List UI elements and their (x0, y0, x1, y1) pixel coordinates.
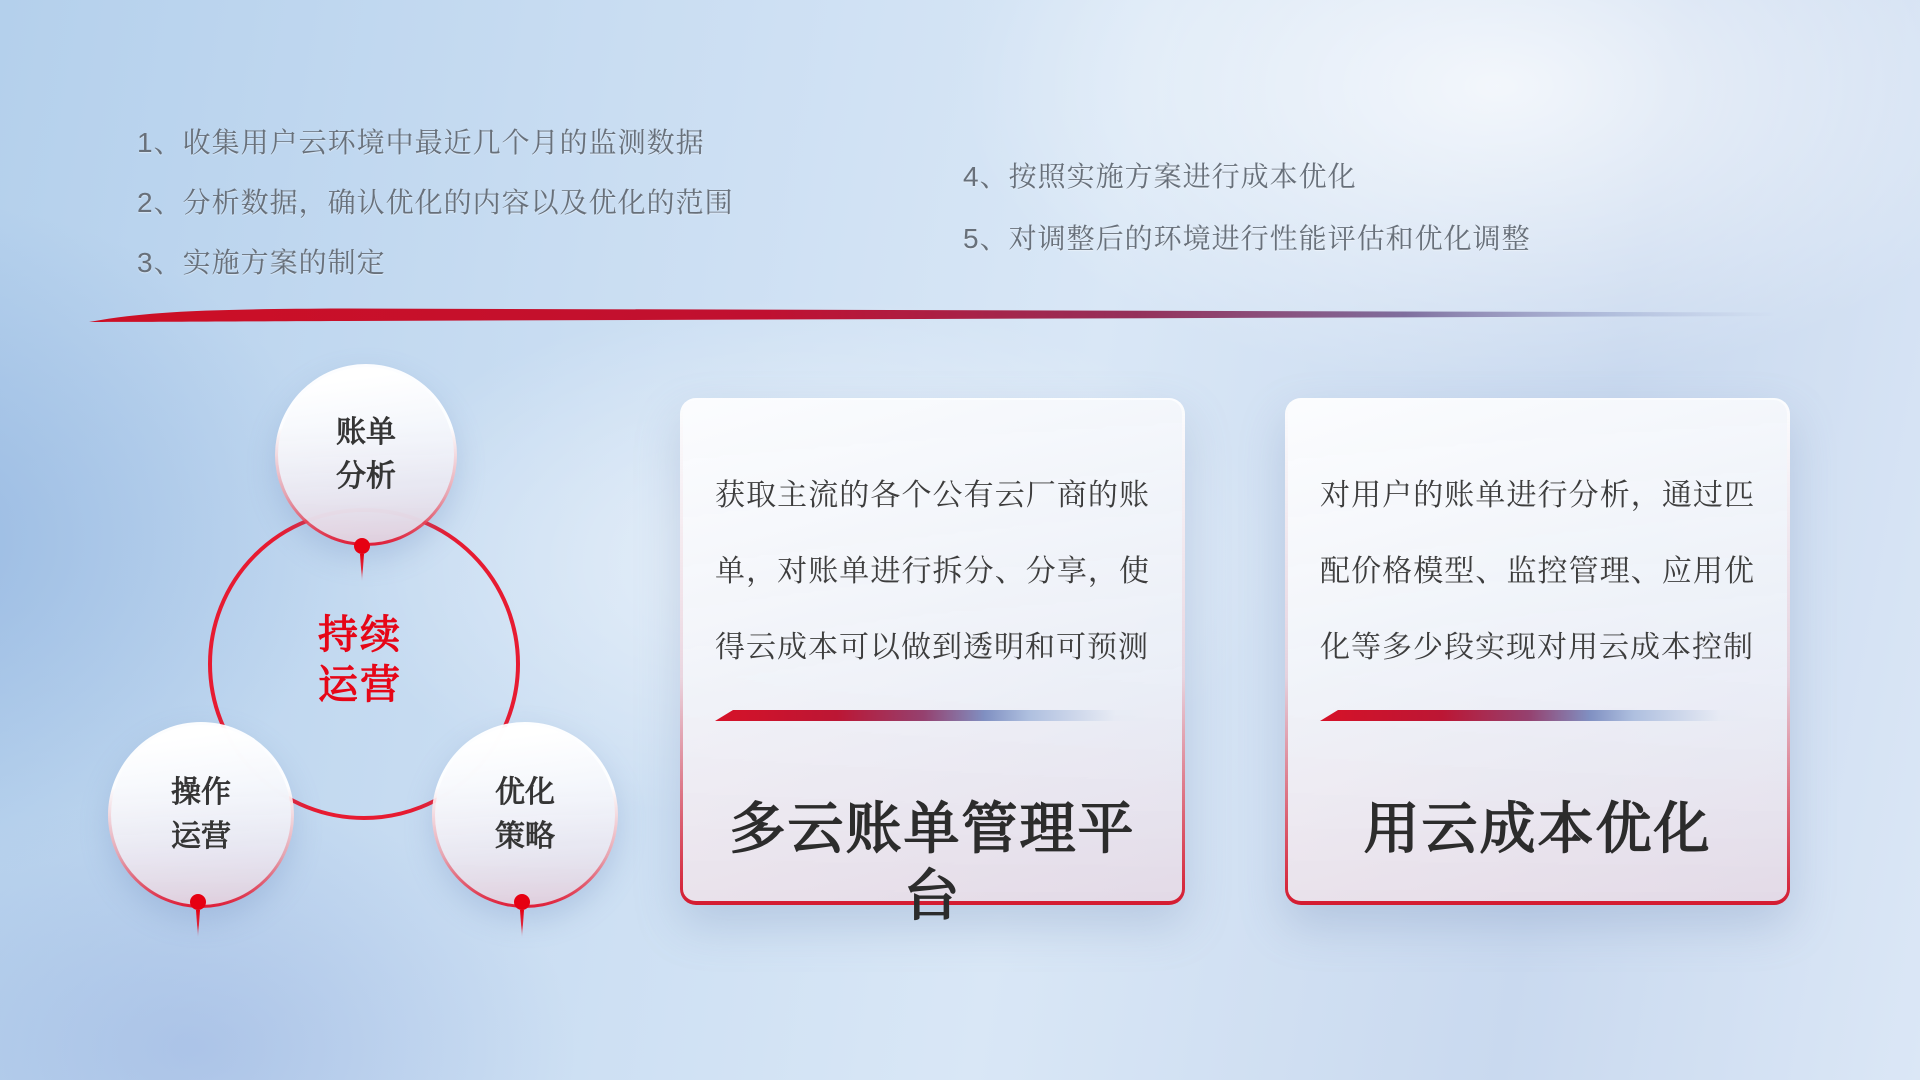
card-multicloud-billing-divider (715, 710, 1150, 721)
circle-bill-analysis-line2: 分析 (336, 460, 396, 493)
process-step-1: 1、收集用户云环境中最近几个月的监测数据 (137, 127, 705, 158)
process-steps-left (137, 113, 734, 293)
circle-operation-ops-line1: 操作 (171, 776, 231, 809)
card-cloud-cost-divider (1320, 710, 1755, 721)
pin-dot-top (354, 538, 370, 554)
process-step-3: 3、实施方案的制定 (137, 247, 386, 278)
process-step-5: 5、对调整后的环境进行性能评估和优化调整 (963, 223, 1531, 254)
card-cloud-cost-title: 用云成本优化 (1363, 797, 1712, 860)
circle-optimization-strategy-line2: 策略 (495, 820, 555, 853)
circle-optimization-strategy (432, 722, 618, 908)
cycle-center-line1: 持续 (318, 613, 402, 657)
pin-dot-bottom-left (190, 894, 206, 910)
pin-tail-bottom-right (520, 910, 524, 938)
circle-optimization-strategy-line1: 优化 (495, 776, 555, 809)
circle-bill-analysis-line1: 账单 (336, 416, 396, 449)
pin-tail-bottom-left (196, 910, 200, 938)
cycle-center-line2: 运营 (318, 663, 402, 707)
card-multicloud-billing-platform (680, 398, 1185, 927)
circle-operation-ops-line2: 运营 (171, 820, 231, 853)
divider-swoosh (85, 306, 1790, 328)
pin-dot-bottom-right (514, 894, 530, 910)
circle-bill-analysis (275, 364, 457, 546)
card-cloud-cost-optimization (1285, 398, 1790, 905)
card-multicloud-billing-title: 多云账单管理平台 (729, 797, 1136, 927)
card-cloud-cost-body: 对用户的账单进行分析，通过匹配价格模型、监控管理、应用优化等多少段实现对用云成本控制 (1320, 479, 1755, 664)
process-step-4: 4、按照实施方案进行成本优化 (963, 161, 1357, 192)
circle-operation-ops (108, 722, 294, 908)
cycle-center-label (260, 610, 460, 710)
card-multicloud-billing-body: 获取主流的各个公有云厂商的账单，对账单进行拆分、分享，使得云成本可以做到透明和可预测 (715, 479, 1150, 664)
process-step-2: 2、分析数据，确认优化的内容以及优化的范围 (137, 187, 734, 218)
process-steps-right (963, 146, 1531, 270)
